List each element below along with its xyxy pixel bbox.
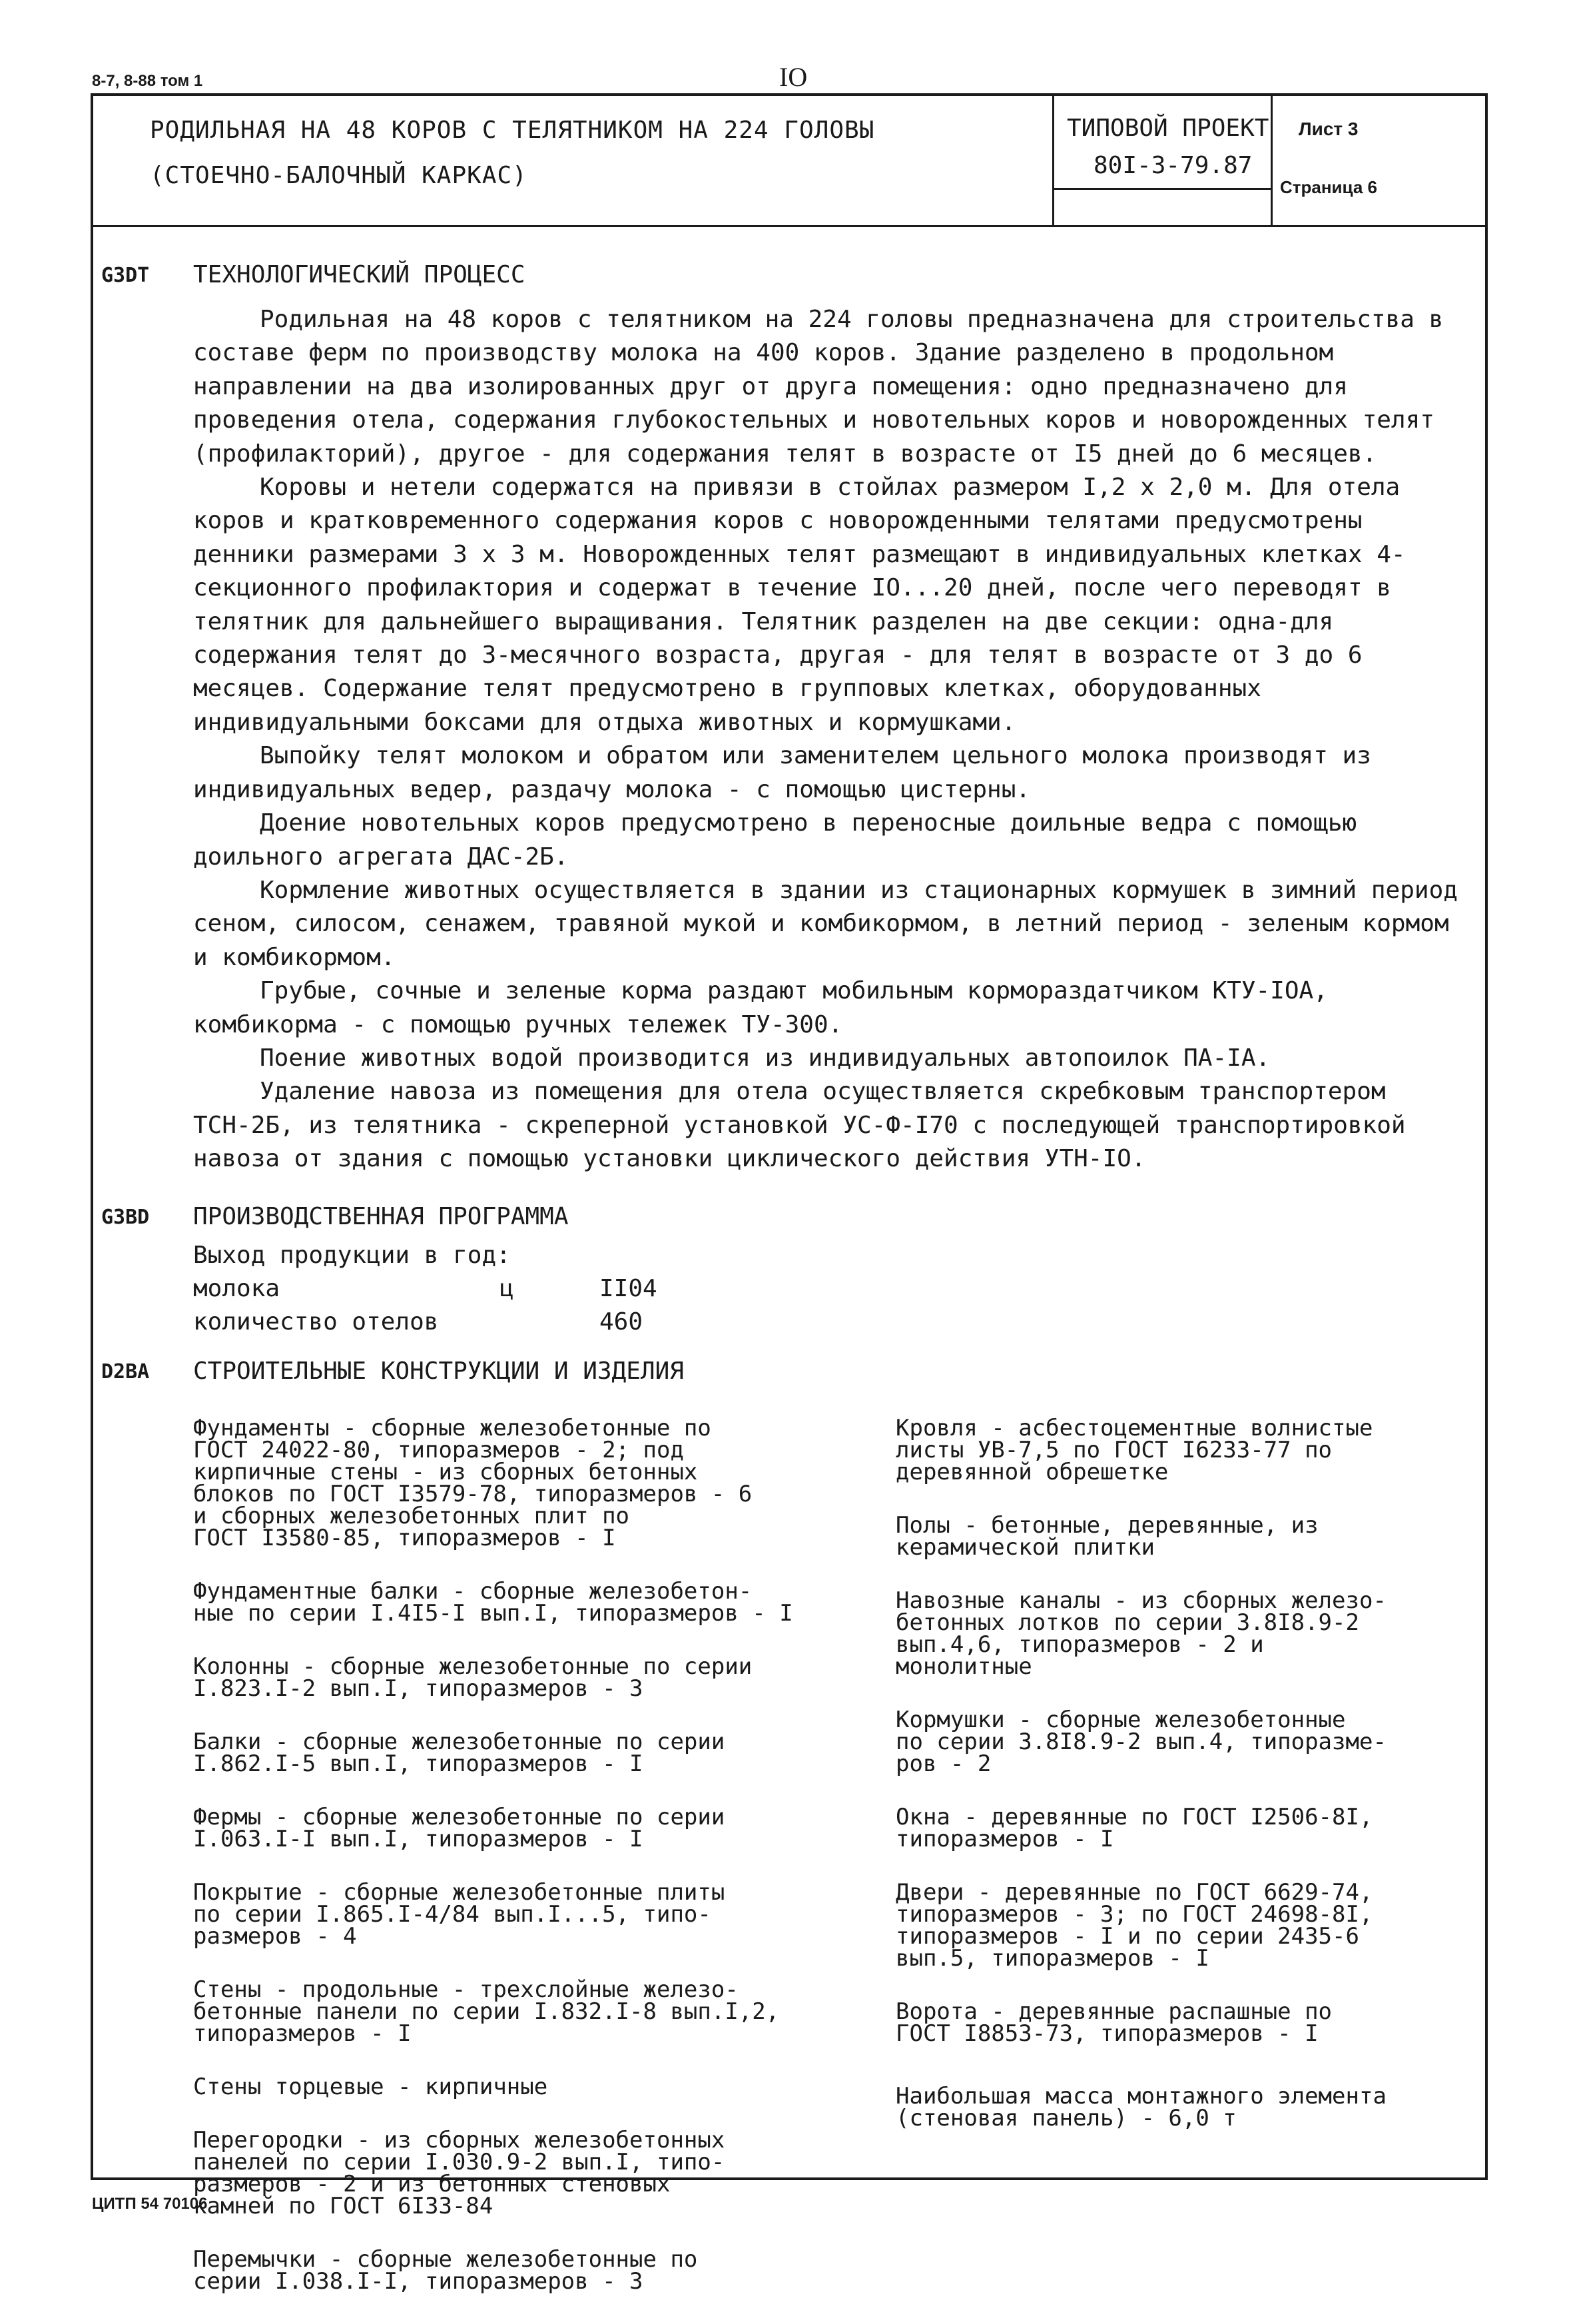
title-block-divider [1052,188,1271,190]
paragraph: Родильная на 48 коров с телятником на 224 головы предназначена для строительства в составе ферм по производству молока на 400 коров. Здание разделено в продольном направлении на два изолированных друг от друга помещения: одно предназначено для проведения отела, содержания глубокостельных и новотельных коров и новорожденных телят (профилакторий), другое - для содержания телят в возрасте от I5 дней до 6 месяцев. [193,306,1444,468]
construction-item: Стены торцевые - кирпичные [193,2074,548,2100]
document-title: РОДИЛЬНАЯ НА 48 КОРОВ С ТЕЛЯТНИКОМ НА 224 ГОЛОВЫ [150,117,875,144]
title-block-divider [1052,93,1054,225]
section-code: D2BA [101,1360,150,1383]
construction-item: Покрытие - сборные железобетонные плиты по серии I.865.I-4/84 вып.I...5, типо- размеров - 4 [193,1879,725,1950]
construction-item: Балки - сборные железобетонные по серии I.862.I-5 вып.I, типоразмеров - I [193,1729,725,1777]
constructions-right-column [896,1395,1475,2161]
paragraph: Кормление животных осуществляется в здании из стационарных кормушек в зимний период сеном, силосом, сенажем, травяной мукой и комбикормом, в летний период - зеленым кормом и комбикормом. [193,876,1458,971]
construction-item: Ворота - деревянные распашные по ГОСТ I8853-73, типоразмеров - I [896,1998,1333,2047]
section-code: G3DT [101,264,150,287]
paragraph: Удаление навоза из помещения для отела осуществляется скребковым транспортером ТСН-2Б, из телятника - скреперной установкой УС-Ф-I70 с последующей транспортировкой навоза от здания с помощью установки циклического действия УТН-IO. [193,1078,1406,1173]
section-heading: ТЕХНОЛОГИЧЕСКИЙ ПРОЦЕСС [193,261,525,288]
construction-item: Полы - бетонные, деревянные, из керамической плитки [896,1512,1319,1561]
sheet-number: Лист 3 [1299,119,1359,139]
paragraph: Выпойку телят молоком и обратом или заменителем цельного молока производят из индивидуальных ведер, раздачу молока - с помощью цистерны. [193,742,1371,803]
document-subtitle: (СТОЕЧНО-БАЛОЧНЫЙ КАРКАС) [150,162,527,189]
title-block-divider [1271,93,1273,225]
program-value: II04 [599,1275,657,1302]
construction-item: Перегородки - из сборных железобетонных панелей по серии I.030.9-2 вып.I, типо- размеров - 2 и из бетонных стеновых камней по ГОСТ 6I33-84 [193,2127,725,2219]
program-item: молока [193,1275,280,1302]
page-number: IO [779,62,808,92]
construction-item: Навозные каналы - из сборных железо- бетонных лотков по серии 3.8I8.9-2 вып.4,6, типоразмеров - 2 и монолитные [896,1587,1387,1680]
construction-item: Окна - деревянные по ГОСТ I2506-8I, типоразмеров - I [896,1804,1373,1852]
paragraph: Поение животных водой производится из индивидуальных автопоилок ПА-IA. [260,1044,1271,1072]
section-code: G3BD [101,1206,150,1229]
footer-stamp: ЦИТП 54 70106 [92,2195,208,2213]
construction-item: Перемычки - сборные железобетонные по серии I.038.I-I, типоразмеров - 3 [193,2246,698,2295]
construction-item: Фундаментные балки - сборные железобетон- ные по серии I.4I5-I вып.I, типоразмеров - I [193,1578,793,1627]
paragraph: Коровы и нетели содержатся на привязи в стойлах размером I,2 х 2,0 м. Для отела коров и кратковременного содержания коров с новорожденными телятами предусмотрены денники размерами 3 х 3 м. Новорожденных телят размещают в индивидуальных клетках 4-секционного профилактория и содержат в течение IO...20 дней, после чего переводят в телятник для дальнейшего выращивания. Телятник разделен на две секции: одна-для содержания телят до 3-месячного возраста, другая - для телят в возрасте от 3 до 6 месяцев. Содержание телят предусмотрено в групповых клетках, оборудованных индивидуальными боксами для отдыха животных и кормушками. [193,474,1406,736]
construction-item: Двери - деревянные по ГОСТ 6629-74, типоразмеров - 3; по ГОСТ 24698-8I, типоразмеров - I и по серии 2435-6 вып.5, типоразмеров - I [896,1879,1373,1972]
construction-item: Стены - продольные - трехслойные железо- бетонные панели по серии I.832.I-8 вып.I,2, типоразмеров - I [193,1976,780,2047]
construction-item: Кормушки - сборные железобетонные по серии 3.8I8.9-2 вып.4, типоразме- ров - 2 [896,1707,1387,1777]
project-label: ТИПОВОЙ ПРОЕКТ [1067,115,1269,142]
process-description [193,303,1472,1176]
section-heading: СТРОИТЕЛЬНЫЕ КОНСТРУКЦИИ И ИЗДЕЛИЯ [193,1357,684,1385]
volume-note: 8-7, 8-88 том 1 [92,72,203,90]
page-label: Страница 6 [1280,177,1377,197]
constructions-left-column [193,1395,859,2324]
paragraph: Грубые, сочные и зеленые корма раздают мобильным кормораздатчиком КТУ-IOA, комбикорма - с помощью ручных тележек ТУ-300. [193,977,1328,1038]
construction-item: Фермы - сборные железобетонные по серии I.063.I-I вып.I, типоразмеров - I [193,1804,725,1852]
construction-item: Наибольшая масса монтажного элемента (стеновая панель) - 6,0 т [896,2083,1387,2131]
construction-item: Кровля - асбестоцементные волнистые листы УВ-7,5 по ГОСТ I6233-77 по деревянной обрешетке [896,1415,1373,1485]
program-value: 460 [599,1308,643,1336]
project-number: 80I-3-79.87 [1094,152,1253,179]
title-block-divider [91,225,1488,227]
program-unit: ц [499,1275,514,1302]
paragraph: Доение новотельных коров предусмотрено в переносные доильные ведра с помощью доильного агрегата ДАС-2Б. [193,809,1357,871]
construction-item: Колонны - сборные железобетонные по серии I.823.I-2 вып.I, типоразмеров - 3 [193,1653,753,1702]
program-item: количество отелов [193,1308,439,1336]
construction-item: Фундаменты - сборные железобетонные по ГОСТ 24022-80, типоразмеров - 2; под кирпичные стены - из сборных бетонных блоков по ГОСТ I3579-78, типоразмеров - 6 и сборных железобетонных плит по ГОСТ I3580-85, типоразмеров - I [193,1415,753,1551]
section-heading: ПРОИЗВОДСТВЕННАЯ ПРОГРАММА [193,1203,569,1230]
